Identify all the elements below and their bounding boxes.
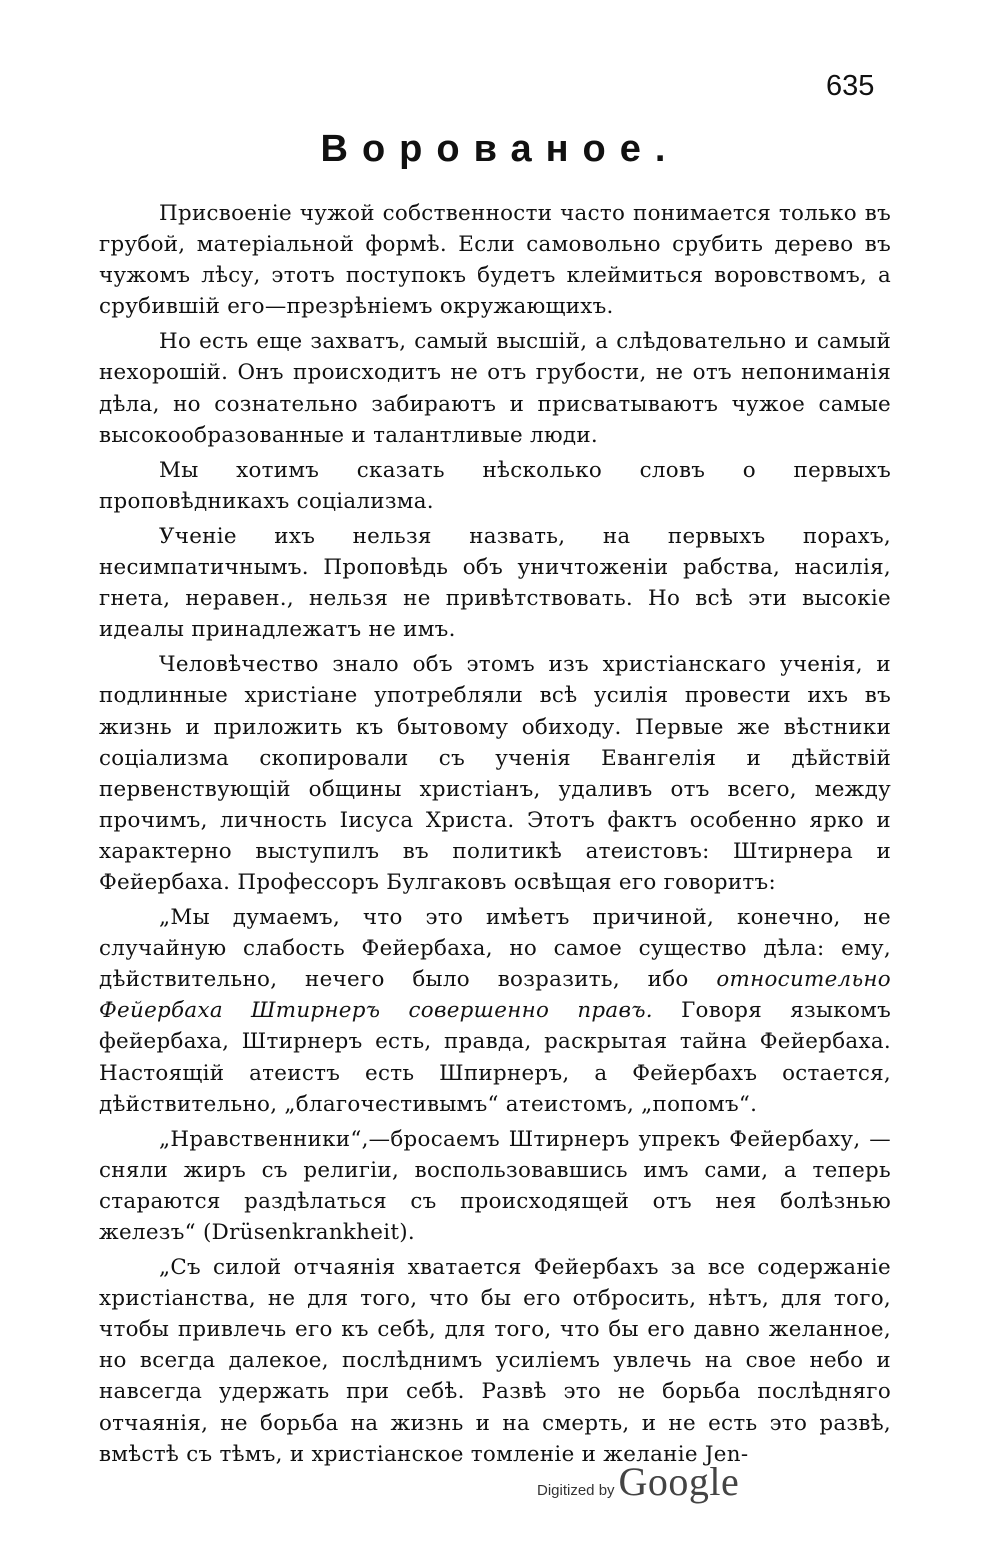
page-body	[99, 198, 891, 1470]
page-number: 635	[826, 70, 875, 102]
quote-start: „Мы думаемъ, что это имѣетъ причиной, конечно, не случайную слабость Фейербаха, но самое существо дѣла: ему, дѣйствительно, нечего было возразить, ибо	[99, 905, 891, 993]
chapter-title: Ворованое.	[320, 128, 680, 170]
paragraph: Но есть еще захватъ, самый высшій, а слѣдовательно и самый нехорошій. Онъ происходитъ не отъ грубости, не отъ непониманія дѣла, но сознательно забираютъ и присватываютъ чужое самые высокообразованные и талантливые люди.	[99, 329, 891, 448]
google-logo: Google	[618, 1459, 740, 1504]
paragraph: Человѣчество знало объ этомъ изъ христіанскаго ученія, и подлинные христіане употребляли всѣ усилія провести ихъ въ жизнь и приложить къ бытовому обиходу. Первые же вѣстники соціализма скопировали съ ученія Евангелія и дѣйствій первенствующій общины христіанъ, удаливъ отъ всего, между прочимъ, личность Іисуса Христа. Этотъ фактъ особенно ярко и характерно выступилъ въ политикѣ атеистовъ: Штирнера и Фейербаха. Профессоръ Булгаковъ освѣщая его говоритъ:	[99, 652, 891, 895]
paragraph: „Нравственники“,—бросаемъ Штирнеръ упрекъ Фейербаху, —сняли жиръ съ религіи, воспользовавшись имъ сами, а теперь стараются раздѣлаться съ происходящей отъ нея болѣзнью железъ“ (Drüsenkrankheit).	[99, 1126, 891, 1245]
digitized-label: Digitized by	[537, 1482, 615, 1499]
paragraph: Мы хотимъ сказать нѣсколько словъ о первыхъ проповѣдникахъ соціализма.	[99, 457, 891, 514]
quote-italic: относительно Фейербаха Штирнеръ совершенно правъ.	[99, 967, 891, 1024]
digitized-watermark	[537, 1458, 739, 1505]
quote-paragraph	[99, 902, 891, 1120]
paragraph: Присвоеніе чужой собственности часто понимается только въ грубой, матеріальной формѣ. Если самовольно срубить дерево въ чужомъ лѣсу, этотъ поступокъ будетъ клеймиться воровствомъ, а срубившій его—презрѣніемъ окружающихъ.	[99, 201, 891, 320]
quote-rest: Говоря языкомъ фейербаха, Штирнеръ есть, правда, раскрытая тайна Фейербаха. Настоящій атеистъ есть Шпирнеръ, а Фейербахъ остается, дѣйствительно, „благочестивымъ“ атеистомъ, „попомъ“.	[99, 998, 891, 1117]
paragraph: Ученіе ихъ нельзя назвать, на первыхъ порахъ, несимпатичнымъ. Проповѣдь объ уничтоженіи рабства, насилія, гнета, неравен., нельзя не привѣтствовать. Но всѣ эти высокіе идеалы принадлежатъ не имъ.	[99, 523, 891, 643]
paragraph: „Съ силой отчаянія хватается Фейербахъ за все содержаніе христіанства, не для того, что бы его отбросить, нѣтъ, для того, чтобы привлечь его къ себѣ, для того, что бы его давно желанное, но всегда далекое, послѣднимъ усиліемъ увлечь на свое небо и навсегда удержать при себѣ. Развѣ это не борьба послѣдняго отчаянія, не борьба на жизнь и на смерть, и не есть это развѣ, вмѣстѣ съ тѣмъ, и христіанское томленіе и желаніе Jen-	[99, 1255, 891, 1467]
